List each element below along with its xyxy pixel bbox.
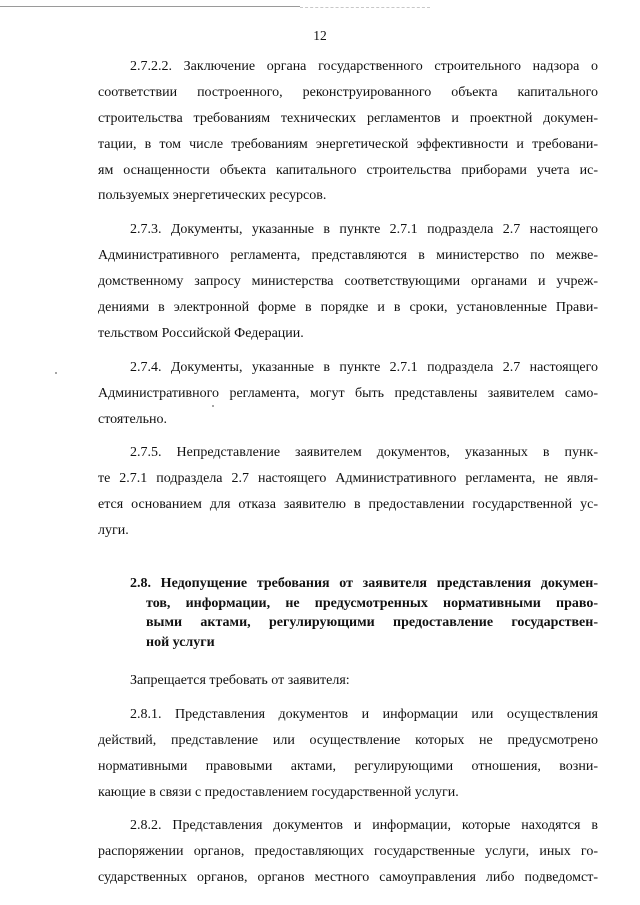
text-line: 2.8.2. Представления документов и информации, которые находятся в — [130, 818, 598, 834]
text-line: строительства требованиям технических регламентов и проектной докумен- — [98, 110, 598, 126]
document-body — [98, 54, 598, 899]
paragraph-2-8-1 — [98, 702, 598, 806]
text-line: ям оснащенности объекта капитального строительства приборами учета ис- — [98, 162, 598, 178]
text-line: Административного регламента, представляются в министерство по межве- — [98, 248, 598, 264]
text-line: 2.7.3. Документы, указанные в пункте 2.7.1 подраздела 2.7 настоящего — [130, 222, 598, 238]
text-line: домственному запросу министерства соответствующими органами и учреж- — [98, 274, 598, 290]
page-number: 12 — [313, 28, 327, 43]
section-heading — [130, 574, 598, 652]
text-line: те 2.7.1 подраздела 2.7 настоящего Административного регламента, не явля- — [98, 471, 598, 487]
scan-top-rule — [0, 6, 300, 7]
section-gap — [98, 552, 598, 574]
heading-line: 2.8. Недопущение требования от заявителя представления докумен- — [130, 576, 598, 592]
heading-line: ной услуги — [146, 634, 215, 650]
text-line: тации, в том числе требованиям энергетической эффективности и требовани- — [98, 136, 598, 152]
text-line: Запрещается требовать от заявителя: — [130, 673, 350, 689]
text-line: сударственных органов, органов местного самоуправления либо подведомст- — [98, 870, 598, 886]
text-line: нормативными правовыми актами, регулирующими отношения, возни- — [98, 758, 598, 774]
scan-speck — [55, 372, 57, 374]
text-line: 2.8.1. Представления документов и информации или осуществления — [130, 706, 598, 722]
paragraph-2-7-4 — [98, 355, 598, 433]
text-line: действий, представление или осуществление которых не предусмотрено — [98, 732, 598, 748]
text-line: распоряжении органов, предоставляющих государственные услуги, иных го- — [98, 844, 598, 860]
text-line: пользуемых энергетических ресурсов. — [98, 188, 327, 204]
paragraph-2-7-3 — [98, 217, 598, 346]
text-line: 2.7.4. Документы, указанные в пункте 2.7.1 подраздела 2.7 настоящего — [130, 359, 598, 375]
heading-line: тов, информации, не предусмотренных нормативными право- — [146, 595, 598, 611]
text-line: дениями в электронной форме в порядке и в сроки, установленные Прави- — [98, 300, 598, 316]
heading-line: выми актами, регулирующими предоставление государствен- — [146, 615, 598, 631]
text-line: кающие в связи с предоставлением государственной услуги. — [98, 784, 459, 800]
text-line: Административного регламента, могут быть представлены заявителем само- — [98, 385, 598, 401]
text-line: соответствии построенного, реконструированного объекта капитального — [98, 84, 598, 100]
paragraph-2-8-2 — [98, 813, 598, 891]
text-line: 2.7.2.2. Заключение органа государственного строительного надзора о — [130, 59, 598, 74]
paragraphs-top — [98, 54, 598, 544]
text-line: стоятельно. — [98, 411, 168, 427]
paragraphs-bottom — [98, 668, 598, 891]
text-line: 2.7.5. Непредставление заявителем документов, указанных в пунк- — [130, 445, 598, 461]
paragraph-intro — [98, 668, 598, 694]
text-line: ется основанием для отказа заявителю в предоставлении государственной ус- — [98, 497, 598, 513]
paragraph-2-7-2-2 — [98, 54, 598, 209]
paragraph-2-7-5 — [98, 440, 598, 544]
scan-top-rule-faint — [300, 7, 430, 8]
text-line: луги. — [98, 523, 129, 539]
text-line: тельством Российской Федерации. — [98, 325, 304, 341]
